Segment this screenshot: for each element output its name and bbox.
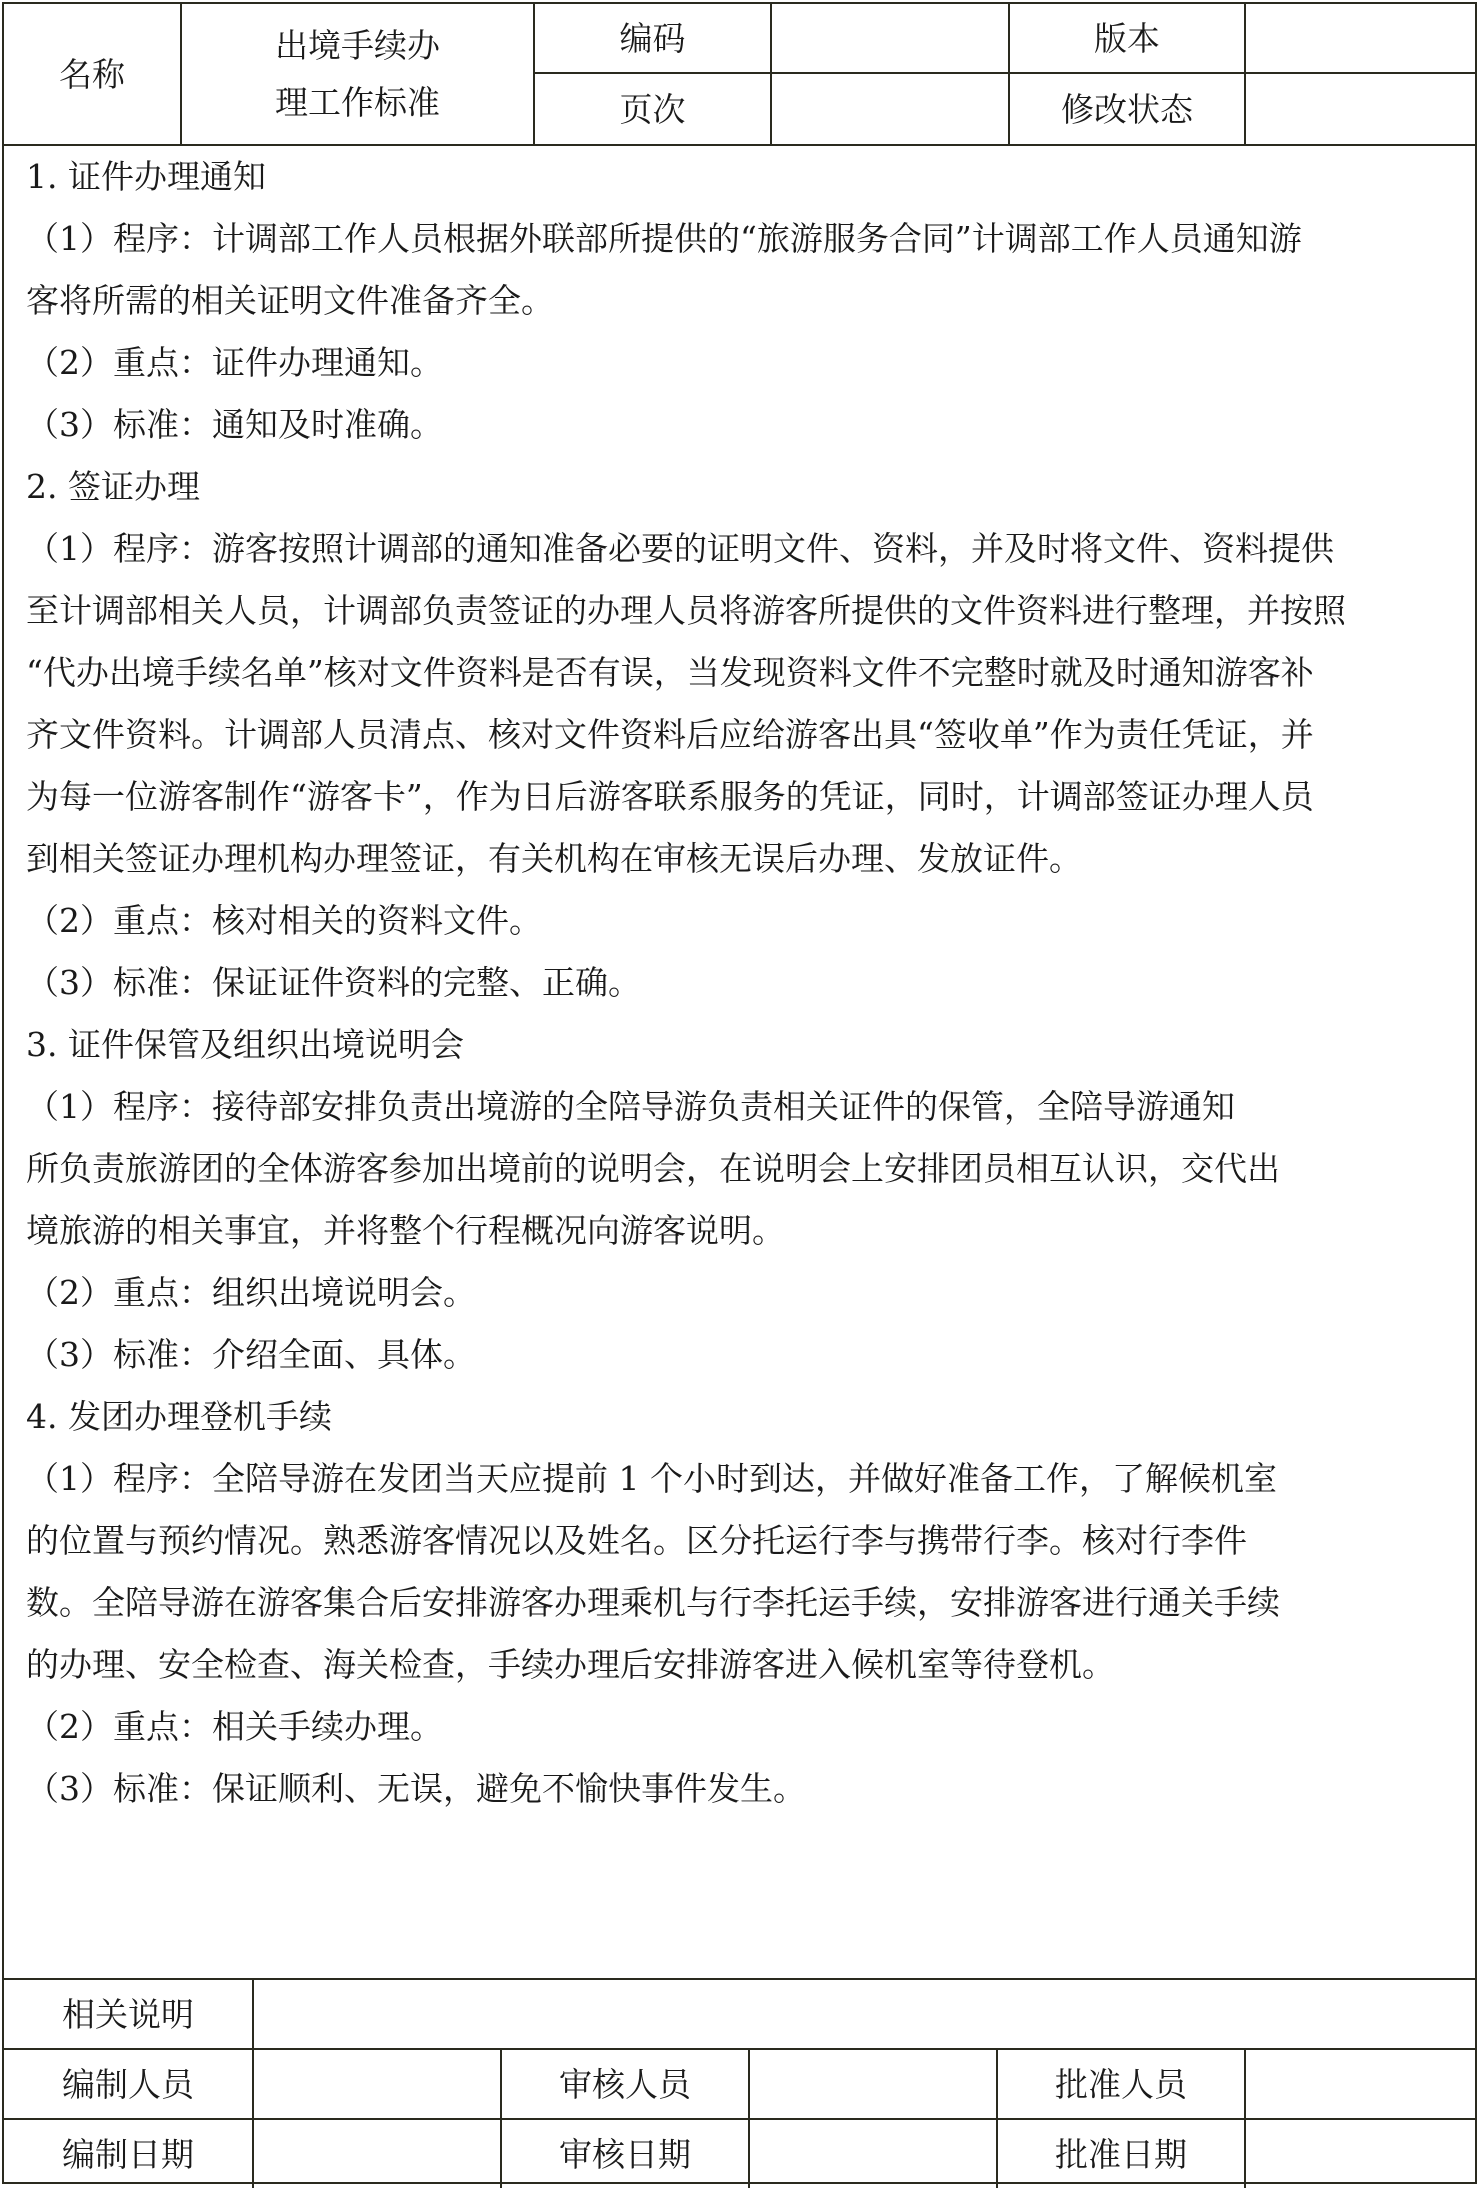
reviewer-label: 审核人员 (559, 2064, 691, 2104)
editor-value[interactable] (254, 2050, 500, 2118)
content-line: （2）重点：组织出境说明会。 (26, 1273, 476, 1312)
approve-date-label: 批准日期 (1055, 2134, 1187, 2174)
version-value[interactable] (1246, 4, 1475, 72)
content-line: （3）标准：通知及时准确。 (26, 405, 443, 444)
content-line: 境旅游的相关事宜，并将整个行程概况向游客说明。 (26, 1211, 785, 1250)
name-value (182, 4, 533, 144)
content-line: 为每一位游客制作“游客卡”，作为日后游客联系服务的凭证，同时，计调部签证办理人员 (26, 777, 1314, 816)
content-line: 到相关签证办理机构办理签证，有关机构在审核无误后办理、发放证件。 (26, 839, 1082, 878)
content-line: 3. 证件保管及组织出境说明会 (26, 1025, 464, 1064)
header-table (4, 4, 1475, 146)
revision-label: 修改状态 (1061, 89, 1193, 129)
content-line: （1）程序：接待部安排负责出境游的全陪导游负责相关证件的保管，全陪导游通知 (26, 1087, 1235, 1126)
editor-label: 编制人员 (62, 2064, 194, 2104)
name-value-line2: 理工作标准 (275, 83, 440, 122)
content-text (26, 146, 1460, 1820)
revision-value[interactable] (1246, 74, 1475, 144)
notes-label: 相关说明 (62, 1994, 194, 2034)
content-line: （2）重点：核对相关的资料文件。 (26, 901, 542, 940)
review-date-label: 审核日期 (559, 2134, 691, 2174)
content-line: （3）标准：介绍全面、具体。 (26, 1335, 476, 1374)
approver-value[interactable] (1246, 2050, 1475, 2118)
content-line: 所负责旅游团的全体游客参加出境前的说明会，在说明会上安排团员相互认识，交代出 (26, 1149, 1280, 1188)
approve-date-value[interactable] (1246, 2120, 1475, 2188)
edit-date-label: 编制日期 (62, 2134, 194, 2174)
version-label: 版本 (1094, 18, 1160, 58)
edit-date-value[interactable] (254, 2120, 500, 2188)
notes-value[interactable] (254, 1980, 1475, 2048)
code-value[interactable] (772, 4, 1008, 72)
content-line: 2. 签证办理 (26, 467, 200, 506)
name-label: 名称 (59, 54, 125, 94)
page-label: 页次 (619, 89, 686, 129)
content-line: 数。全陪导游在游客集合后安排游客办理乘机与行李托运手续，安排游客进行通关手续 (26, 1583, 1280, 1622)
content-line: （3）标准：保证证件资料的完整、正确。 (26, 963, 641, 1002)
name-value-line1: 出境手续办 (275, 26, 440, 65)
content-line: 齐文件资料。计调部人员清点、核对文件资料后应给游客出具“签收单”作为责任凭证，并 (26, 715, 1314, 754)
content-line: （1）程序：计调部工作人员根据外联部所提供的“旅游服务合同”计调部工作人员通知游 (26, 219, 1302, 258)
code-label: 编码 (619, 18, 686, 58)
content-line: （1）程序：游客按照计调部的通知准备必要的证明文件、资料，并及时将文件、资料提供 (26, 529, 1334, 568)
content-line: 至计调部相关人员，计调部负责签证的办理人员将游客所提供的文件资料进行整理，并按照 (26, 591, 1346, 630)
content-line: 1. 证件办理通知 (26, 157, 266, 196)
content-line: （2）重点：相关手续办理。 (26, 1707, 443, 1746)
content-line: 的位置与预约情况。熟悉游客情况以及姓名。区分托运行李与携带行李。核对行李件 (26, 1521, 1247, 1560)
content-line: 客将所需的相关证明文件准备齐全。 (26, 281, 554, 320)
content-area (4, 146, 1475, 1978)
content-line: 的办理、安全检查、海关检查，手续办理后安排游客进入候机室等待登机。 (26, 1645, 1115, 1684)
reviewer-value[interactable] (750, 2050, 996, 2118)
content-line: （3）标准：保证顺利、无误，避免不愉快事件发生。 (26, 1769, 806, 1808)
review-date-value[interactable] (750, 2120, 996, 2188)
page-value[interactable] (772, 74, 1008, 144)
content-line: （2）重点：证件办理通知。 (26, 343, 443, 382)
standard-form (2, 2, 1477, 2184)
content-line: 4. 发团办理登机手续 (26, 1397, 332, 1436)
content-line: “代办出境手续名单”核对文件资料是否有误，当发现资料文件不完整时就及时通知游客补 (26, 653, 1314, 692)
footer-table (4, 1978, 1475, 2188)
content-line: （1）程序：全陪导游在发团当天应提前 1 个小时到达，并做好准备工作，了解候机室 (26, 1459, 1277, 1498)
approver-label: 批准人员 (1055, 2064, 1187, 2104)
